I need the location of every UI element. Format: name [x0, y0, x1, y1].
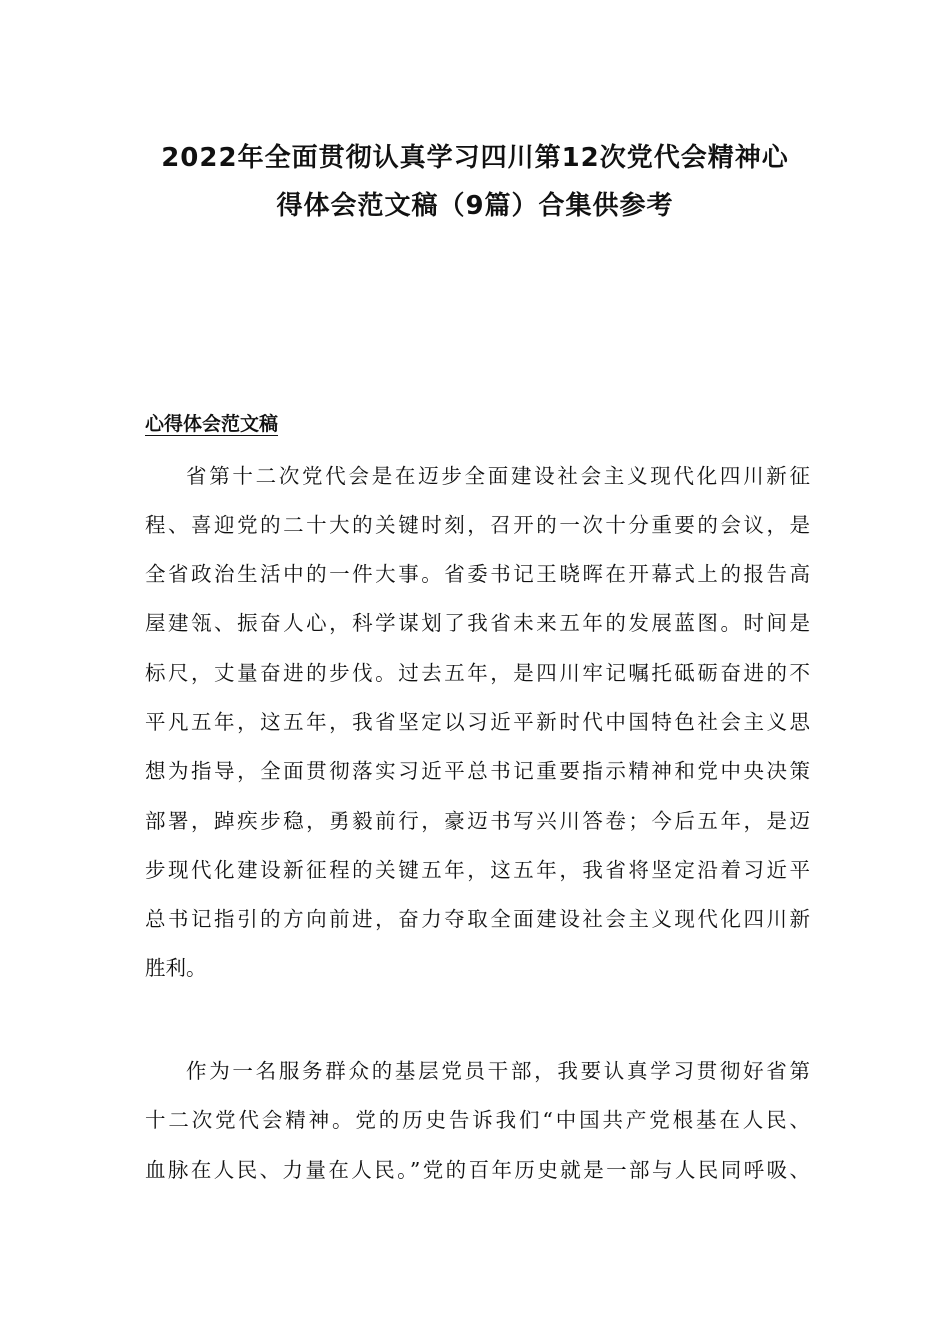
paragraph-line: 程、喜迎党的二十大的关键时刻，召开的一次十分重要的会议，是 [145, 513, 810, 537]
paragraph-line: 总书记指引的方向前进，奋力夺取全面建设社会主义现代化四川新 [145, 907, 810, 931]
paragraph-line: 平凡五年，这五年，我省坚定以习近平新时代中国特色社会主义思 [145, 710, 810, 734]
paragraph-line: 胜利。 [145, 956, 207, 980]
paragraph-line: 十二次党代会精神。党的历史告诉我们“中国共产党根基在人民、 [145, 1108, 810, 1132]
paragraph-line: 想为指导，全面贯彻落实习近平总书记重要指示精神和党中央决策 [145, 759, 810, 783]
paragraph-line: 步现代化建设新征程的关键五年，这五年，我省将坚定沿着习近平 [145, 858, 810, 882]
document-title-line-2: 得体会范文稿（9篇）合集供参考 [276, 191, 674, 221]
paragraph-line: 血脉在人民、力量在人民。”党的百年历史就是一部与人民同呼吸、 [145, 1158, 810, 1182]
paragraph-line: 部署，踔疾步稳，勇毅前行，豪迈书写兴川答卷；今后五年，是迈 [145, 809, 810, 833]
paragraph-line: 省第十二次党代会是在迈步全面建设社会主义现代化四川新征 [186, 464, 810, 488]
paragraph-line: 作为一名服务群众的基层党员干部，我要认真学习贯彻好省第 [186, 1059, 810, 1083]
document-title-line-1: 2022年全面贯彻认真学习四川第12次党代会精神心 [161, 143, 789, 173]
paragraph-line: 标尺，丈量奋进的步伐。过去五年，是四川牢记嘱托砥砺奋进的不 [145, 661, 810, 685]
section-heading: 心得体会范文稿 [145, 413, 279, 435]
paragraph-line: 屋建瓴、振奋人心，科学谋划了我省未来五年的发展蓝图。时间是 [145, 611, 810, 635]
paragraph-line: 全省政治生活中的一件大事。省委书记王晓晖在开幕式上的报告高 [145, 562, 810, 586]
